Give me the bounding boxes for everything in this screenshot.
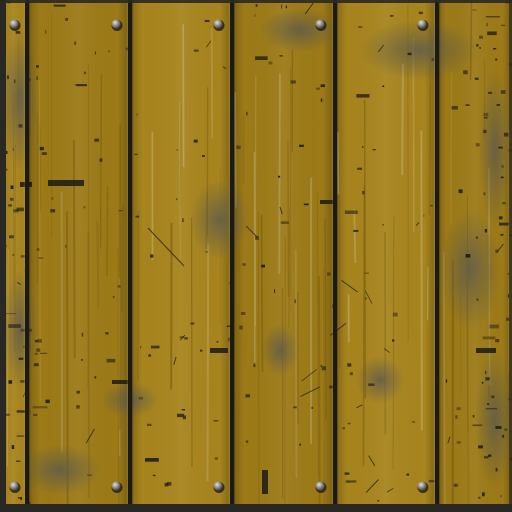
rust-spot: [113, 296, 115, 297]
rivet: [418, 20, 427, 29]
rust-spot: [261, 265, 265, 268]
rust-spot: [18, 497, 21, 499]
rust-spot: [54, 5, 66, 7]
rust-spot: [501, 25, 505, 26]
rust-spot: [480, 47, 481, 49]
rust-spot: [65, 18, 68, 21]
frame-bottom: [0, 504, 512, 512]
streak: [138, 211, 139, 381]
rust-spot: [19, 124, 23, 127]
streak: [325, 219, 326, 420]
rust-spot: [390, 15, 393, 17]
rust-spot: [454, 484, 458, 487]
rust-spot: [482, 492, 485, 496]
rivet: [418, 482, 427, 491]
rust-spot: [183, 415, 186, 419]
rust-spot: [246, 112, 248, 116]
rust-spot: [457, 407, 461, 410]
groove: [333, 0, 337, 512]
rust-spot: [473, 415, 475, 417]
rust-spot: [33, 406, 48, 408]
rust-spot: [77, 391, 81, 394]
rust-spot: [293, 406, 297, 408]
rust-spot: [485, 371, 486, 374]
frame-top: [0, 0, 512, 3]
rust-spot: [504, 133, 509, 137]
rust-spot: [368, 384, 374, 386]
rust-spot: [472, 10, 476, 11]
rust-spot: [95, 376, 97, 378]
rust-spot: [482, 382, 484, 384]
rust-spot: [484, 113, 489, 117]
rust-spot: [16, 31, 21, 34]
rust-spot: [316, 88, 320, 90]
streak: [451, 72, 452, 224]
rust-spot: [495, 426, 501, 429]
paint-chip: [210, 348, 228, 353]
rust-spot: [478, 445, 483, 448]
rust-spot: [501, 90, 506, 94]
rust-spot: [430, 205, 433, 207]
rust-spot: [498, 147, 502, 149]
streak: [279, 73, 280, 273]
rust-spot: [35, 353, 38, 355]
rust-spot: [184, 337, 188, 339]
paint-chip: [112, 380, 128, 384]
rust-spot: [487, 32, 497, 36]
rust-spot: [136, 216, 140, 218]
rust-spot: [239, 326, 243, 330]
rust-spot: [255, 56, 268, 60]
rust-spot: [299, 145, 304, 147]
rust-spot: [497, 104, 501, 106]
rust-spot: [495, 59, 497, 61]
rust-spot: [40, 353, 47, 354]
rust-spot: [490, 325, 500, 329]
groove: [128, 0, 132, 512]
rust-spot: [343, 427, 346, 429]
rust-spot: [501, 177, 504, 179]
rust-spot: [194, 50, 199, 52]
streak: [97, 221, 98, 307]
rust-spot: [9, 380, 13, 383]
rust-spot: [429, 480, 435, 482]
rust-spot: [362, 146, 363, 148]
grime-patch: [262, 324, 298, 376]
rust-spot: [246, 440, 248, 443]
rust-spot: [13, 254, 15, 256]
rust-spot: [358, 26, 362, 28]
rust-spot: [33, 414, 37, 416]
groove: [25, 0, 29, 512]
rust-spot: [274, 289, 275, 293]
grime-patch: [440, 210, 500, 330]
rivet: [214, 20, 223, 29]
rust-spot: [242, 263, 245, 266]
rivet: [316, 20, 325, 29]
rust-spot: [148, 354, 151, 357]
rust-spot: [254, 14, 255, 17]
rust-spot: [246, 394, 250, 397]
rust-spot: [281, 221, 289, 224]
rust-spot: [236, 146, 240, 149]
rust-spot: [346, 480, 357, 482]
rust-spot: [255, 236, 259, 240]
rivet: [112, 482, 121, 491]
rust-spot: [457, 441, 461, 444]
groove-highlight: [229, 0, 230, 512]
rust-spot: [478, 497, 480, 499]
rust-spot: [145, 458, 159, 462]
rust-spot: [350, 372, 353, 375]
rust-spot: [38, 258, 43, 259]
rust-spot: [11, 186, 14, 190]
rust-spot: [466, 254, 471, 258]
rust-spot: [19, 358, 24, 360]
rust-spot: [412, 421, 415, 423]
rust-spot: [491, 396, 494, 399]
rust-spot: [321, 365, 322, 368]
rust-spot: [291, 80, 296, 83]
rust-spot: [139, 397, 143, 400]
streak: [74, 140, 75, 358]
rust-spot: [495, 250, 498, 253]
rust-spot: [191, 323, 195, 325]
rust-spot: [486, 16, 500, 17]
rust-spot: [495, 339, 499, 342]
rust-spot: [502, 435, 504, 438]
rust-spot: [46, 400, 50, 404]
rust-spot: [84, 206, 86, 208]
rust-spot: [17, 435, 25, 437]
grime-patch: [2, 30, 38, 170]
rust-spot: [463, 70, 468, 74]
rust-spot: [36, 348, 40, 351]
rust-spot: [423, 214, 424, 217]
rust-spot: [16, 461, 20, 463]
rust-spot: [486, 408, 498, 409]
rust-spot: [74, 84, 77, 85]
rust-spot: [382, 86, 384, 88]
rust-spot: [147, 424, 152, 426]
rust-spot: [327, 272, 330, 275]
rust-spot: [452, 106, 458, 110]
rust-spot: [34, 363, 39, 366]
rust-spot: [8, 324, 20, 328]
rust-spot: [347, 363, 351, 366]
rust-spot: [500, 495, 501, 498]
rust-spot: [36, 76, 38, 80]
rust-spot: [485, 229, 487, 233]
rust-spot: [484, 456, 489, 458]
rust-spot: [488, 92, 492, 94]
rust-spot: [269, 62, 273, 65]
rust-spot: [137, 114, 138, 116]
streak: [288, 141, 289, 297]
rust-spot: [508, 294, 509, 297]
groove: [230, 0, 234, 512]
rivet: [10, 20, 19, 29]
rust-spot: [82, 333, 84, 337]
paint-chip: [48, 180, 84, 186]
rust-spot: [356, 94, 369, 98]
streak: [319, 276, 320, 512]
paint-chip: [262, 470, 268, 494]
rust-spot: [36, 65, 39, 68]
rust-spot: [484, 192, 486, 195]
rust-spot: [81, 359, 83, 361]
rivet: [316, 482, 325, 491]
rust-spot: [475, 78, 479, 80]
rust-spot: [299, 444, 301, 446]
rust-spot: [476, 143, 480, 146]
rust-spot: [182, 409, 185, 410]
rust-spot: [94, 139, 99, 142]
streak: [239, 244, 240, 512]
rust-spot: [357, 168, 362, 170]
rust-spot: [13, 209, 18, 212]
rust-spot: [473, 424, 483, 426]
groove-shadow: [234, 0, 235, 512]
rust-spot: [150, 254, 153, 257]
rust-spot: [311, 407, 313, 409]
rivet: [112, 20, 121, 29]
rust-spot: [377, 500, 379, 502]
rust-spot: [501, 165, 504, 168]
rust-spot: [281, 5, 282, 9]
rust-spot: [286, 6, 288, 9]
rust-spot: [176, 198, 177, 200]
streak: [122, 205, 123, 311]
rust-spot: [392, 339, 394, 341]
rust-spot: [42, 152, 47, 155]
rust-spot: [12, 445, 15, 449]
rust-spot: [278, 176, 280, 178]
groove-highlight: [24, 0, 25, 512]
rust-spot: [9, 235, 14, 238]
rust-spot: [253, 364, 255, 367]
plank-shading: [27, 0, 130, 512]
rust-spot: [40, 147, 44, 150]
rust-spot: [322, 366, 326, 370]
rust-spot: [107, 359, 116, 363]
rust-spot: [479, 36, 483, 39]
rust-spot: [153, 475, 156, 476]
paint-chip: [476, 348, 496, 353]
rust-spot: [373, 149, 376, 150]
rust-spot: [206, 251, 208, 253]
groove-shadow: [29, 0, 30, 512]
rust-spot: [502, 202, 505, 204]
streak: [365, 100, 366, 399]
streak: [207, 243, 208, 481]
rust-spot: [466, 104, 470, 105]
rust-spot: [408, 53, 412, 55]
rust-spot: [241, 312, 245, 315]
rust-spot: [8, 204, 12, 206]
rust-spot: [76, 405, 80, 408]
rust-spot: [365, 298, 366, 300]
rust-spot: [20, 497, 22, 500]
rust-spot: [455, 415, 457, 419]
rust-spot: [180, 336, 184, 338]
grime-patch: [20, 445, 100, 495]
streak: [402, 64, 403, 175]
rust-spot: [280, 55, 283, 57]
groove: [435, 0, 439, 512]
rust-spot: [476, 44, 478, 47]
rivet: [10, 482, 19, 491]
rust-spot: [167, 482, 172, 486]
rust-spot: [84, 72, 86, 75]
rust-spot: [118, 210, 123, 211]
streak: [212, 28, 213, 138]
rust-spot: [476, 236, 478, 239]
groove-shadow: [439, 0, 440, 512]
groove-highlight: [434, 0, 435, 512]
rust-spot: [393, 313, 398, 317]
rust-spot: [134, 154, 138, 155]
rust-spot: [499, 223, 509, 226]
rust-spot: [345, 472, 350, 475]
rust-spot: [100, 158, 103, 161]
streak: [296, 249, 297, 477]
groove-highlight: [332, 0, 333, 512]
rust-spot: [214, 420, 219, 421]
rust-spot: [37, 248, 40, 251]
groove-highlight: [127, 0, 128, 512]
rust-spot: [95, 52, 96, 55]
rust-spot: [504, 428, 507, 430]
rust-spot: [485, 377, 489, 380]
frame-left: [0, 0, 6, 512]
rust-spot: [182, 218, 183, 222]
rust-spot: [362, 191, 365, 194]
rust-spot: [194, 140, 198, 143]
rust-spot: [496, 468, 498, 472]
rust-spot: [345, 211, 358, 215]
rust-spot: [304, 204, 309, 206]
rust-spot: [108, 50, 110, 52]
rust-spot: [52, 197, 54, 200]
grime-patch: [356, 356, 404, 404]
rust-spot: [407, 474, 410, 476]
rust-spot: [177, 149, 178, 151]
rust-spot: [76, 84, 87, 86]
rust-spot: [10, 198, 14, 201]
rust-spot: [487, 403, 489, 405]
rust-spot: [353, 230, 358, 232]
rust-spot: [365, 273, 369, 274]
rust-spot: [105, 332, 108, 334]
rust-spot: [477, 299, 479, 301]
rust-spot: [488, 455, 491, 457]
rust-spot: [74, 42, 76, 45]
grime-patch: [190, 180, 250, 260]
rust-spot: [483, 130, 486, 133]
rust-spot: [202, 155, 205, 157]
grime-patch: [479, 70, 511, 230]
rust-spot: [419, 12, 423, 14]
rust-spot: [118, 285, 121, 288]
rust-spot: [483, 337, 496, 340]
rust-spot: [35, 340, 38, 342]
grime-patch: [260, 8, 340, 52]
rust-spot: [14, 80, 16, 83]
rust-spot: [215, 457, 218, 460]
rust-spot: [7, 75, 9, 79]
rust-spot: [321, 99, 323, 102]
rust-spot: [382, 224, 384, 226]
rust-spot: [13, 149, 14, 151]
rust-spot: [446, 379, 447, 382]
groove-shadow: [132, 0, 133, 512]
rust-spot: [486, 23, 488, 26]
groove-shadow: [337, 0, 338, 512]
rust-spot: [500, 234, 503, 236]
rust-spot: [151, 346, 160, 349]
rust-spot: [348, 423, 351, 425]
rust-spot: [321, 84, 325, 87]
rust-spot: [256, 4, 258, 7]
rust-spot: [459, 189, 463, 193]
rust-spot: [217, 341, 219, 343]
rust-spot: [205, 20, 210, 22]
rust-spot: [295, 299, 296, 303]
rivet: [214, 482, 223, 491]
rust-spot: [50, 209, 55, 212]
rust-spot: [499, 216, 503, 219]
rust-spot: [87, 475, 92, 476]
rust-spot: [200, 350, 202, 352]
rust-spot: [493, 48, 496, 49]
rust-spot: [484, 117, 488, 119]
streak: [339, 160, 340, 368]
streak: [354, 209, 355, 263]
